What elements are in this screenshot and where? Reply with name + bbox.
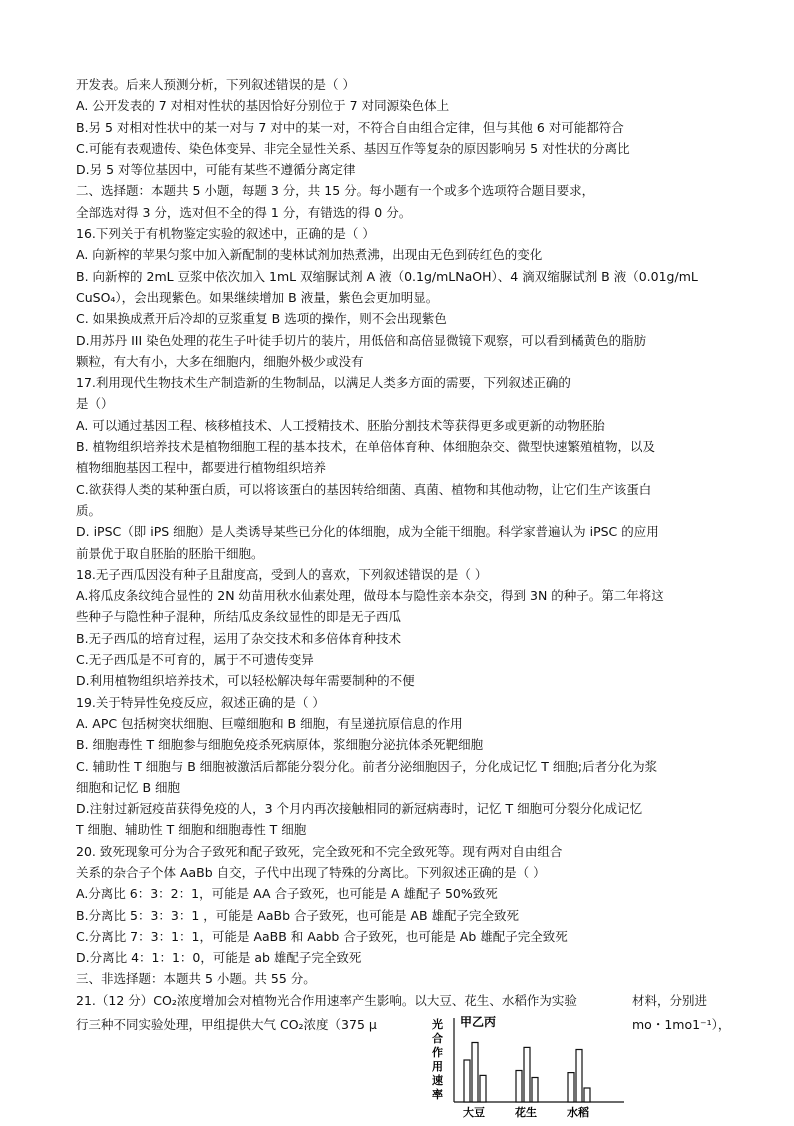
text-line: 16.下列关于有机物鉴定实验的叙述中，正确的是（ ） [76, 226, 375, 242]
text-line: C.无子西瓜是不可育的，属于不可遗传变异 [76, 652, 314, 668]
ylabel-char: 速 [432, 1074, 443, 1087]
bar-chart-figure [424, 1010, 624, 1120]
text-line: B. 细胞毒性 T 细胞参与细胞免疫杀死病原体，浆细胞分泌抗体杀死靶细胞 [76, 737, 484, 753]
x-tick-label: 大豆 [463, 1106, 485, 1119]
text-line: C. 如果换成煮开后冷却的豆浆重复 B 选项的操作，则不会出现紫色 [76, 311, 447, 327]
ylabel-char: 光 [432, 1018, 443, 1031]
bar-乙-花生 [524, 1047, 530, 1102]
bar-丙-水稻 [584, 1088, 590, 1102]
text-line: 全部选对得 3 分，选对但不全的得 1 分，有错选的得 0 分。 [76, 204, 412, 220]
text-line: A.分离比 6：3：2：1，可能是 AA 合子致死，也可能是 A 雄配子 50%致死 [76, 886, 498, 902]
text-line: D.另 5 对等位基因中，可能有某些不遵循分离定律 [76, 162, 356, 178]
text-line: 开发表。后来人预测分析，下列叙述错误的是（ ） [76, 77, 355, 92]
bar-乙-水稻 [576, 1050, 582, 1103]
ylabel-char: 用 [432, 1060, 443, 1073]
text-line: B.无子西瓜的培育过程，运用了杂交技术和多倍体育种技术 [76, 630, 402, 646]
text-line: 21.（12 分）CO₂浓度增加会对植物光合作用速率产生影响。以大豆、花生、水稻作为实验 [76, 992, 577, 1008]
text-line: 关系的杂合子个体 AaBb 自交，子代中出现了特殊的分离比。下列叙述正确的是（ ） [76, 864, 546, 880]
ylabel-char: 率 [432, 1088, 443, 1101]
text-line: D.注射过新冠疫苗获得免疫的人，3 个月内再次接触相同的新冠病毒时，记忆 T 细胞可分裂分化成记忆 [76, 801, 643, 817]
text-line: 质。 [76, 502, 102, 518]
text-line-last-right: mo・1mo1⁻¹）， [632, 1017, 731, 1032]
text-line: C.可能有表观遗传、染色体变异、非完全显性关系、基因互作等复杂的原因影响另 5 对性状的分离比 [76, 140, 630, 156]
text-line: A. APC 包括树突状细胞、巨噬细胞和 B 细胞，有呈递抗原信息的作用 [76, 715, 463, 731]
text-line: A. 可以通过基因工程、核移植技术、人工授精技术、胚胎分割技术等获得更多或更新的动物胚胎 [76, 417, 605, 433]
bar-乙-大豆 [472, 1043, 478, 1103]
text-line: A. 公开发表的 7 对相对性状的基因恰好分别位于 7 对同源染色体上 [76, 98, 450, 114]
ylabel-char: 合 [432, 1032, 443, 1045]
text-line: B. 向新榨的 2mL 豆浆中依次加入 1mL 双缩脲试剂 A 液（0.1g/mLNaOH）、4 滴双缩脲试剂 B 液（0.01g/mL [76, 268, 698, 284]
ylabel-char: 作 [432, 1046, 443, 1059]
text-line: 些种子与隐性种子混种，所结瓜皮条纹显性的即是无子西瓜 [76, 609, 402, 625]
bar-甲-水稻 [568, 1073, 574, 1102]
x-tick-label: 水稻 [567, 1106, 589, 1119]
chart-bars [464, 1043, 590, 1103]
text-line: B.另 5 对相对性状中的某一对与 7 对中的某一对，不符合自由组合定律，但与其他 6 对可能都符合 [76, 119, 624, 135]
text-line: 是（） [76, 396, 114, 412]
text-line: 20. 致死现象可分为合子致死和配子致死，完全致死和不完全致死等。现有两对自由组合 [76, 843, 563, 859]
bar-丙-花生 [532, 1078, 538, 1103]
text-line: B. 植物组织培养技术是植物细胞工程的基本技术，在单倍体育种、体细胞杂交、微型快速繁殖植物，以及 [76, 439, 656, 455]
chart-ylabel [432, 1017, 443, 1101]
document-body [76, 74, 720, 1011]
bar-甲-花生 [516, 1071, 522, 1103]
text-line: 细胞和记忆 B 细胞 [76, 779, 181, 795]
bar-丙-大豆 [480, 1075, 486, 1102]
text-line: 颗粒，有大有小，大多在细胞内，细胞外极少或没有 [76, 353, 364, 369]
text-line: 二、选择题：本题共 5 小题，每题 3 分，共 15 分。每小题有一个或多个选项符合题目要求， [76, 183, 595, 199]
bar-chart [424, 1010, 624, 1120]
text-line: C.欲获得人类的某种蛋白质，可以将该蛋白的基因转给细菌、真菌、植物和其他动物，让它们生产该蛋白 [76, 481, 652, 497]
text-line: 前景优于取自胚胎的胚胎干细胞。 [76, 545, 264, 561]
text-line: D. iPSC（即 iPS 细胞）是人类诱导某些已分化的体细胞，成为全能干细胞。科学家普遍认为 iPSC 的应用 [76, 524, 659, 540]
text-line-last-left: 行三种不同实验处理，甲组提供大气 CO₂浓度（375 μ [76, 1017, 377, 1032]
text-line: 植物细胞基因工程中，都要进行植物组织培养 [76, 460, 327, 476]
text-line: D.分离比 4：1：1：0，可能是 ab 雄配子完全致死 [76, 950, 362, 966]
text-line-right: 材料，分别进 [632, 993, 708, 1008]
text-line: 17.利用现代生物技术生产制造新的生物制品，以满足人类多方面的需要，下列叙述正确的 [76, 375, 571, 391]
text-line: A.将瓜皮条纹纯合显性的 2N 幼苗用秋水仙素处理，做母本与隐性亲本杂交，得到 3N 的种子。第二年将这 [76, 588, 664, 604]
bar-甲-大豆 [464, 1060, 470, 1102]
text-line: A. 向新榨的苹果匀浆中加入新配制的斐林试剂加热煮沸，出现由无色到砖红色的变化 [76, 247, 543, 263]
text-line: 三、非选择题：本题共 5 小题。共 55 分。 [76, 971, 316, 987]
text-line: C. 辅助性 T 细胞与 B 细胞被激活后都能分裂分化。前者分泌细胞因子，分化成记忆 T 细胞;后者分化为浆 [76, 758, 658, 774]
text-line: T 细胞、辅助性 T 细胞和细胞毒性 T 细胞 [76, 822, 307, 838]
text-line: 18.无子西瓜因没有种子且甜度高，受到人的喜欢，下列叙述错误的是（ ） [76, 566, 488, 582]
text-line: 19.关于特异性免疫反应，叙述正确的是（ ） [76, 694, 325, 710]
chart-legend: 甲乙丙 [460, 1015, 497, 1029]
x-tick-label: 花生 [515, 1106, 537, 1119]
text-line: D.利用植物组织培养技术，可以轻松解决每年需要制种的不便 [76, 673, 415, 689]
text-line: CuSO₄），会出现紫色。如果继续增加 B 液量，紫色会更加明显。 [76, 289, 439, 305]
text-line: B.分离比 5：3：3：1 ，可能是 AaBb 合子致死，也可能是 AB 雄配子完全致死 [76, 907, 520, 923]
text-line: C.分离比 7：3：1：1，可能是 AaBB 和 Aabb 合子致死，也可能是 Ab 雄配子完全致死 [76, 928, 568, 944]
text-line: D.用苏丹 III 染色处理的花生子叶徒手切片的装片，用低倍和高倍显微镜下观察，可以看到橘黄色的脂肪 [76, 332, 647, 348]
chart-xticks [463, 1105, 589, 1119]
